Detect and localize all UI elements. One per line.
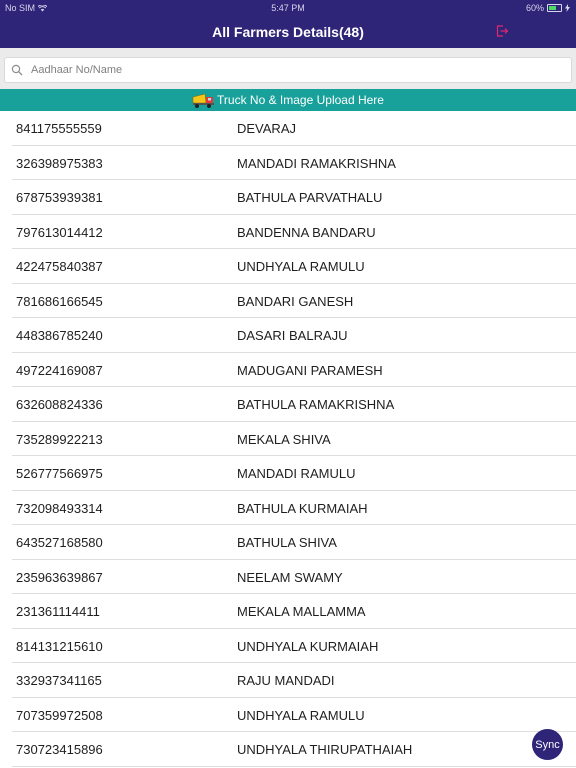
farmer-row[interactable] — [0, 491, 576, 526]
status-bar — [0, 0, 576, 16]
farmer-row[interactable] — [0, 629, 576, 664]
battery-fill — [549, 6, 556, 10]
page-title: All Farmers Details(48) — [212, 24, 364, 40]
truck-upload-label: Truck No & Image Upload Here — [217, 93, 384, 107]
farmer-aadhaar-number: 730723415896 — [16, 742, 103, 757]
farmer-row[interactable] — [0, 663, 576, 698]
farmer-row[interactable] — [0, 732, 576, 767]
farmer-name: MADUGANI PARAMESH — [237, 362, 383, 378]
farmer-aadhaar-number: 332937341165 — [16, 673, 102, 688]
farmer-aadhaar-number: 235963639867 — [16, 569, 103, 585]
farmer-name: MEKALA SHIVA — [237, 431, 331, 447]
farmer-row[interactable] — [0, 249, 576, 284]
search-box[interactable] — [4, 57, 572, 83]
clock: 5:47 PM — [271, 3, 305, 13]
farmer-name: DEVARAJ — [237, 121, 296, 136]
farmer-aadhaar-number: 326398975383 — [16, 155, 103, 171]
farmer-aadhaar-number: 797613014412 — [16, 224, 103, 240]
farmer-name: DASARI BALRAJU — [237, 328, 348, 343]
battery-percent: 60% — [525, 3, 544, 13]
farmer-row[interactable] — [0, 594, 576, 629]
farmer-aadhaar-number: 735289922213 — [16, 431, 103, 447]
truck-icon — [192, 91, 216, 109]
truck-upload-button[interactable] — [0, 89, 576, 111]
farmer-row[interactable] — [0, 318, 576, 353]
search-input[interactable] — [25, 58, 576, 82]
farmer-name: NEELAM SWAMY — [237, 569, 343, 585]
farmer-aadhaar-number: 678753939381 — [16, 190, 103, 205]
carrier-label: No SIM — [5, 3, 36, 13]
farmer-row[interactable] — [0, 456, 576, 491]
farmer-row[interactable] — [0, 215, 576, 250]
search-bar — [0, 48, 576, 89]
farmer-name: MEKALA MALLAMMA — [237, 604, 366, 619]
farmer-name: UNDHYALA KURMAIAH — [237, 638, 379, 654]
farmer-row[interactable] — [0, 111, 576, 146]
farmer-name: MANDADI RAMAKRISHNA — [237, 155, 396, 171]
farmer-name: UNDHYALA RAMULU — [237, 259, 365, 274]
farmer-row[interactable] — [0, 387, 576, 422]
farmer-aadhaar-number: 632608824336 — [16, 397, 103, 412]
farmer-name: UNDHYALA RAMULU — [237, 707, 365, 723]
farmer-aadhaar-number: 643527168580 — [16, 535, 103, 550]
sync-button[interactable]: Sync — [532, 729, 563, 760]
farmer-aadhaar-number: 448386785240 — [16, 328, 103, 343]
farmer-row[interactable] — [0, 560, 576, 595]
farmer-name: BATHULA RAMAKRISHNA — [237, 397, 395, 412]
farmer-list — [0, 111, 576, 767]
farmer-name: MANDADI RAMULU — [237, 466, 356, 481]
farmer-row[interactable] — [0, 353, 576, 388]
farmer-aadhaar-number: 231361114411 — [16, 604, 100, 619]
farmer-name: BATHULA PARVATHALU — [237, 190, 383, 205]
farmer-name: RAJU MANDADI — [237, 673, 335, 688]
farmer-name: BANDENNA BANDARU — [237, 224, 376, 240]
farmer-aadhaar-number: 781686166545 — [16, 293, 103, 309]
farmer-name: UNDHYALA THIRUPATHAIAH — [237, 742, 413, 757]
farmer-aadhaar-number: 732098493314 — [16, 500, 103, 516]
farmer-aadhaar-number: 841175555559 — [16, 121, 102, 136]
battery-status — [526, 3, 570, 13]
farmer-row[interactable] — [0, 180, 576, 215]
header-bar — [0, 0, 576, 48]
farmer-aadhaar-number: 422475840387 — [16, 259, 103, 274]
farmer-row[interactable] — [0, 698, 576, 733]
farmer-name: BATHULA SHIVA — [237, 535, 337, 550]
farmer-aadhaar-number: 814131215610 — [16, 638, 103, 654]
farmer-row[interactable] — [0, 525, 576, 560]
farmer-row[interactable] — [0, 284, 576, 319]
farmer-aadhaar-number: 526777566975 — [16, 466, 103, 481]
charging-icon — [565, 4, 570, 12]
farmer-name: BATHULA KURMAIAH — [237, 500, 368, 516]
farmer-aadhaar-number: 707359972508 — [16, 707, 103, 723]
battery-icon — [547, 4, 562, 12]
farmer-row[interactable] — [0, 146, 576, 181]
search-icon — [11, 64, 23, 76]
farmer-name: BANDARI GANESH — [237, 293, 354, 309]
row-divider — [12, 766, 576, 767]
farmer-row[interactable] — [0, 422, 576, 457]
farmer-aadhaar-number: 497224169087 — [16, 362, 103, 378]
logout-icon[interactable] — [495, 24, 509, 38]
